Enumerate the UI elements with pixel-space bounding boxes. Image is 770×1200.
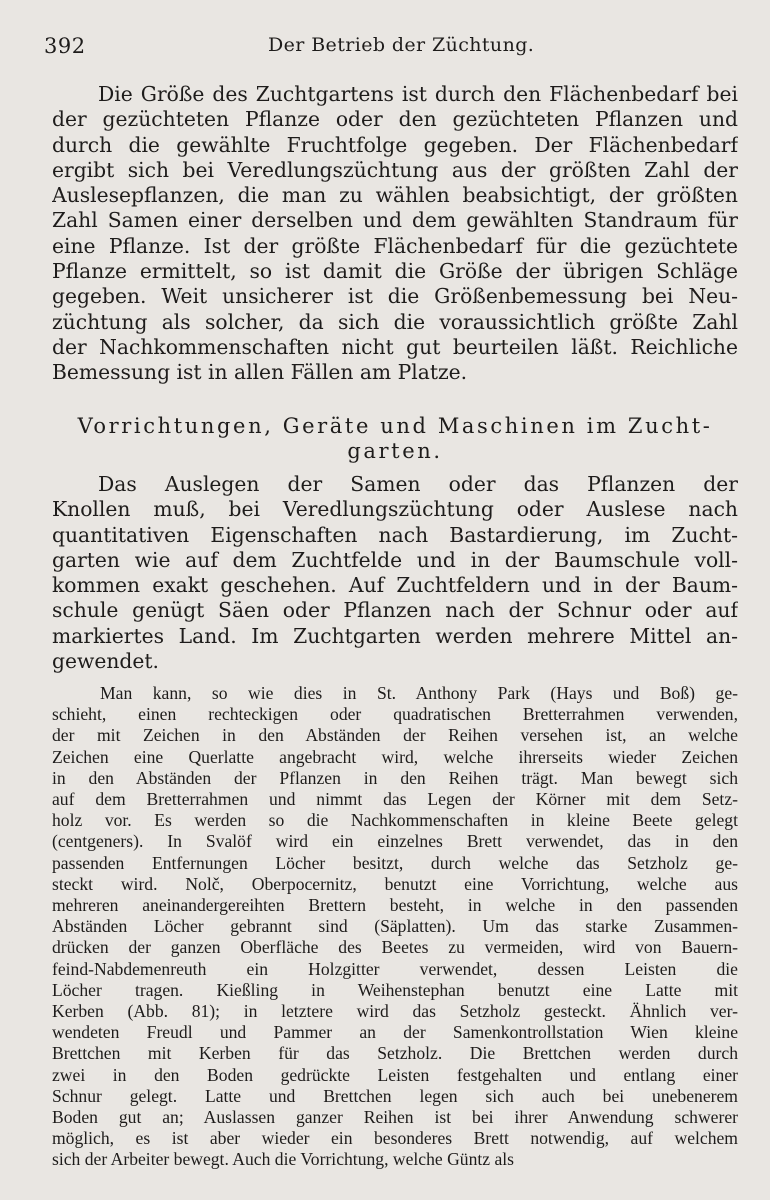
- text-line: kommen exakt geschehen. Auf Zuchtfeldern und in der Baum-: [52, 573, 738, 598]
- text-line: der gezüchteten Pflanze oder den gezüchteten Pflanzen und: [52, 107, 738, 132]
- text-line: auf dem Bretterrahmen und nimmt das Legen der Körner mit dem Setz-: [52, 789, 738, 810]
- heading-line: garten.: [347, 439, 443, 463]
- text-line: Kerben (Abb. 81); in letztere wird das Setzholz gesteckt. Ähnlich ver-: [52, 1001, 738, 1022]
- heading-line: Vorrichtungen, Geräte und Maschinen im Zucht-: [77, 414, 713, 438]
- page-number: 392: [44, 34, 86, 58]
- text-line: eine Pflanze. Ist der größte Flächenbedarf für die gezüchtete: [52, 233, 738, 258]
- text-line: Boden gut an; Auslassen ganzer Reihen ist bei ihrer Anwendung schwerer: [52, 1107, 738, 1128]
- text-line: holz vor. Es werden so die Nachkommenschaften in kleine Beete gelegt: [52, 810, 738, 831]
- text-line: Zeichen eine Querlatte angebracht wird, welche ihrerseits wieder Zeichen: [52, 746, 738, 767]
- text-line: Brettchen mit Kerben für das Setzholz. Die Brettchen werden durch: [52, 1043, 738, 1064]
- text-line: Man kann, so wie dies in St. Anthony Park (Hays und Boß) ge-: [100, 683, 738, 703]
- text-line: zwei in den Boden gedrückte Leisten festgehalten und entlang einer: [52, 1064, 738, 1085]
- text-line: Zahl Samen einer derselben und dem gewählten Standraum für: [52, 208, 738, 233]
- text-line: garten wie auf dem Zuchtfelde und in der Baumschule voll-: [52, 547, 738, 572]
- paragraph-auslegen: [52, 472, 738, 674]
- text-line: Pflanze ermittelt, so ist damit die Größe der übrigen Schläge: [52, 259, 738, 284]
- text-line: in den Abständen der Pflanzen in den Reihen trägt. Man bewegt sich: [52, 767, 738, 788]
- text-line: schule genügt Säen oder Pflanzen nach der Schnur oder auf: [52, 598, 738, 623]
- text-line: gewendet.: [52, 649, 159, 674]
- text-line: sich der Arbeiter bewegt. Auch die Vorrichtung, welche Güntz als: [52, 1149, 515, 1170]
- paragraph-flaechenbedarf: [52, 82, 738, 386]
- text-line: quantitativen Eigenschaften nach Bastardierung, im Zucht-: [52, 522, 738, 547]
- text-line: Abständen Löcher gebrannt sind (Säplatten). Um das starke Zusammen-: [52, 916, 738, 937]
- text-line: markiertes Land. Im Zuchtgarten werden mehrere Mittel an-: [52, 623, 738, 648]
- text-line: züchtung als solcher, da sich die voraussichtlich größte Zahl: [52, 309, 738, 334]
- text-line: (centgeners). In Svalöf wird ein einzelnes Brett verwendet, das in den: [52, 831, 738, 852]
- text-line: der Nachkommenschaften nicht gut beurteilen läßt. Reichliche: [52, 334, 738, 359]
- text-line: drücken der ganzen Oberfläche des Beetes zu vermeiden, wird von Bauern-: [52, 937, 738, 958]
- text-line: Schnur gelegt. Latte und Brettchen legen sich auch bei unebenerem: [52, 1085, 738, 1106]
- text-line: Die Größe des Zuchtgartens ist durch den Flächenbedarf bei: [98, 82, 738, 106]
- text-line: schieht, einen rechteckigen oder quadratischen Bretterrahmen verwenden,: [52, 704, 738, 725]
- running-head: Der Betrieb der Züchtung.: [268, 34, 535, 56]
- text-line: mehreren aneinandergereihten Brettern besteht, in welche in den passenden: [52, 895, 738, 916]
- text-line: gegeben. Weit unsicherer ist die Größenbemessung bei Neu-: [52, 284, 738, 309]
- text-line: der mit Zeichen in den Abständen der Reihen versehen ist, an welche: [52, 725, 738, 746]
- text-line: Bemessung ist in allen Fällen am Platze.: [52, 360, 468, 385]
- text-line: Löcher tragen. Kießling in Weihenstephan benutzt eine Latte mit: [52, 979, 738, 1000]
- text-line: Auslesepflanzen, die man zu wählen beabsichtigt, der größten: [52, 183, 738, 208]
- text-line: Das Auslegen der Samen oder das Pflanzen der: [98, 472, 738, 496]
- text-line: passenden Entfernungen Löcher besitzt, durch welche das Setzholz ge-: [52, 852, 738, 873]
- text-line: Knollen muß, bei Veredlungszüchtung oder Auslese nach: [52, 497, 738, 522]
- text-line: möglich, es ist aber wieder ein besonderes Brett notwendig, auf welchem: [52, 1128, 738, 1149]
- small-print-paragraph: [52, 683, 738, 1171]
- text-line: durch die gewählte Fruchtfolge gegeben. Der Flächenbedarf: [52, 132, 738, 157]
- text-line: feind-Nabdemenreuth ein Holzgitter verwendet, dessen Leisten die: [52, 958, 738, 979]
- text-line: wendeten Freudl und Pammer an der Samenkontrollstation Wien kleine: [52, 1022, 738, 1043]
- text-line: steckt wird. Nolč, Oberpocernitz, benutzt eine Vorrichtung, welche aus: [52, 873, 738, 894]
- text-line: ergibt sich bei Veredlungszüchtung aus der größten Zahl der: [52, 157, 738, 182]
- section-heading: [52, 414, 738, 464]
- page-header: [0, 30, 770, 60]
